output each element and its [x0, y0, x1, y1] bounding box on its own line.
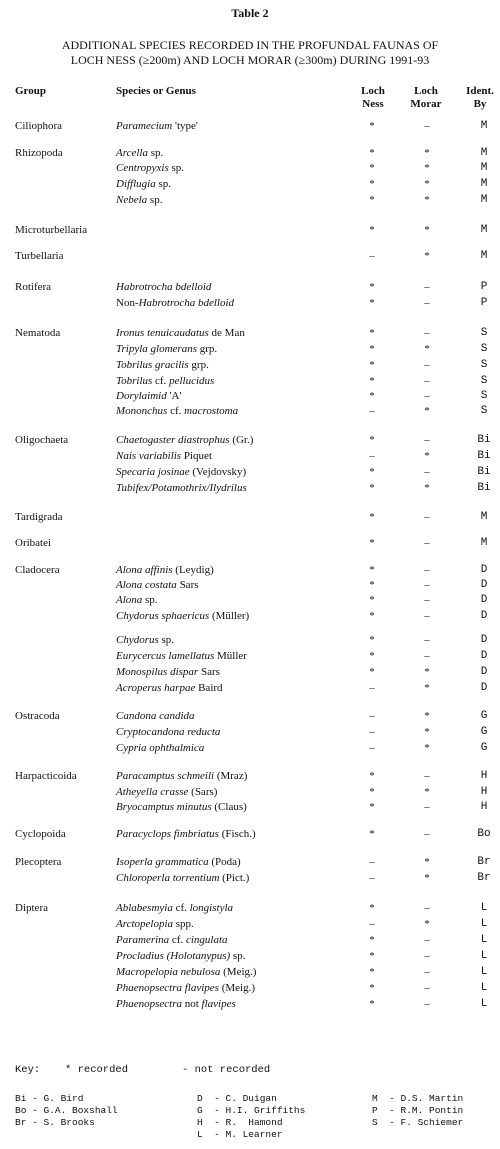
- loch-morar-mark: –: [424, 375, 430, 387]
- key-label: Key:: [15, 1064, 41, 1076]
- loch-morar-mark: *: [424, 710, 430, 722]
- ident-code: M: [480, 194, 488, 206]
- species-taxon: Habrotrocha bdelloid: [116, 281, 212, 293]
- loch-morar-mark: –: [424, 120, 430, 132]
- ident-code: L: [480, 950, 488, 962]
- loch-morar-mark: –: [424, 982, 430, 994]
- species-authority: sp.: [142, 594, 158, 606]
- table-title-line-1: ADDITIONAL SPECIES RECORDED IN THE PROFUNDAL FAUNAS OF: [61, 38, 439, 52]
- loch-ness-mark: *: [369, 511, 375, 523]
- loch-ness-mark: *: [369, 359, 375, 371]
- ident-code: L: [480, 966, 488, 978]
- loch-ness-mark: *: [369, 434, 375, 446]
- ident-code: M: [480, 147, 488, 159]
- species-name: [116, 405, 238, 417]
- ident-code: G: [480, 726, 488, 738]
- species-authority: grp.: [196, 343, 218, 355]
- species-name: [116, 770, 247, 782]
- key-recorded: * recorded: [65, 1064, 129, 1076]
- species-taxon: Isoperla grammatica: [116, 856, 209, 868]
- species-authority: cf.: [167, 405, 185, 417]
- key-not-recorded: - not recorded: [182, 1064, 271, 1076]
- species-authority: sp.: [230, 950, 246, 962]
- ident-code: P: [480, 297, 488, 309]
- species-taxon: Procladius (Holotanypus): [116, 950, 231, 962]
- loch-ness-mark: *: [369, 224, 375, 236]
- species-name: [116, 801, 247, 813]
- group-name: Tardigrada: [15, 511, 63, 523]
- header-loch-ness-2: Ness: [362, 98, 384, 110]
- ident-code: M: [480, 511, 488, 523]
- ident-code: D: [480, 666, 488, 678]
- species-name: [116, 297, 234, 309]
- species-name: [116, 726, 220, 738]
- species-authority: cf.: [152, 375, 170, 387]
- loch-ness-mark: –: [369, 856, 375, 868]
- species-name: [116, 634, 174, 646]
- species-taxon: Alona: [116, 594, 143, 606]
- species-taxon: Nebela: [116, 194, 148, 206]
- ident-code: Bi: [477, 466, 491, 478]
- loch-ness-mark: –: [369, 710, 375, 722]
- group-name: Turbellaria: [15, 250, 64, 262]
- loch-ness-mark: *: [369, 950, 375, 962]
- loch-morar-mark: *: [424, 147, 430, 159]
- loch-morar-mark: –: [424, 610, 430, 622]
- ident-code: Bi: [477, 482, 491, 494]
- species-name: [116, 918, 194, 930]
- loch-ness-mark: *: [369, 828, 375, 840]
- loch-ness-mark: *: [369, 390, 375, 402]
- species-taxon: Atheyella crasse: [116, 786, 189, 798]
- species-name: [116, 343, 217, 355]
- species-authority: sp.: [155, 178, 172, 190]
- ident-code: S: [480, 375, 488, 387]
- loch-morar-mark: *: [424, 405, 430, 417]
- loch-morar-mark: –: [424, 390, 430, 402]
- species-authority: Sars: [198, 666, 220, 678]
- species-taxon: pellucidus: [169, 375, 215, 387]
- ident-code: H: [480, 786, 488, 798]
- loch-ness-mark: *: [369, 650, 375, 662]
- loch-morar-mark: *: [424, 856, 430, 868]
- ident-code: M: [480, 224, 488, 236]
- ident-code: M: [480, 537, 488, 549]
- species-taxon: Chydorus: [116, 634, 159, 646]
- key-identifier-entry: M - D.S. Martin: [372, 1093, 464, 1104]
- ident-code: M: [480, 162, 488, 174]
- species-name: [116, 872, 249, 884]
- loch-morar-mark: –: [424, 950, 430, 962]
- species-taxon: Cryptocandona reducta: [116, 726, 221, 738]
- ident-code: D: [480, 564, 488, 576]
- species-taxon: Alona affinis: [116, 564, 173, 576]
- species-taxon: Chydorus sphaericus: [116, 610, 210, 622]
- species-name: [116, 666, 220, 678]
- loch-ness-mark: *: [369, 297, 375, 309]
- species-authority: Müller: [214, 650, 247, 662]
- species-name: [116, 998, 236, 1010]
- loch-ness-mark: *: [369, 998, 375, 1010]
- group-name: Cyclopoida: [15, 828, 66, 840]
- species-taxon: Paracamptus schmeili: [116, 770, 215, 782]
- species-taxon: flavipes: [201, 998, 236, 1010]
- ident-code: M: [480, 178, 488, 190]
- species-taxon: Bryocamptus minutus: [116, 801, 212, 813]
- ident-code: G: [480, 710, 488, 722]
- species-name: [116, 178, 171, 190]
- ident-code: H: [480, 770, 488, 782]
- key-identifier-entry: G - H.I. Griffiths: [197, 1105, 306, 1116]
- species-authority: Piquet: [181, 450, 212, 462]
- key-identifier-entry: L - M. Learner: [197, 1129, 283, 1140]
- species-taxon: Nais variabilis: [116, 450, 182, 462]
- group-name: Nematoda: [15, 327, 61, 339]
- ident-code: Bi: [477, 450, 491, 462]
- header-loch-morar-1: Loch: [414, 85, 438, 97]
- ident-code: M: [480, 250, 488, 262]
- species-name: [116, 375, 214, 387]
- species-name: [116, 594, 158, 606]
- group-name: Oligochaeta: [15, 434, 69, 446]
- species-name: [116, 564, 214, 576]
- species-taxon: Ablabesmyia: [116, 902, 173, 914]
- group-name: Ostracoda: [15, 710, 60, 722]
- loch-ness-mark: *: [369, 537, 375, 549]
- species-taxon: Centropyxis: [116, 162, 169, 174]
- loch-ness-mark: *: [369, 594, 375, 606]
- species-name: [116, 147, 163, 159]
- species-authority: (Fisch.): [218, 828, 256, 840]
- ident-code: D: [480, 610, 488, 622]
- loch-morar-mark: –: [424, 297, 430, 309]
- loch-ness-mark: *: [369, 482, 375, 494]
- species-taxon: longistyla: [189, 902, 234, 914]
- key-identifier-entry: Br - S. Brooks: [15, 1117, 95, 1128]
- species-name: [116, 710, 195, 722]
- species-authority: (Müller): [209, 610, 250, 622]
- loch-morar-mark: –: [424, 801, 430, 813]
- loch-morar-mark: –: [424, 511, 430, 523]
- table-label: Table 2: [231, 6, 269, 20]
- species-taxon: Paramecium: [116, 120, 173, 132]
- species-authority: (Meig.): [220, 966, 257, 978]
- loch-ness-mark: *: [369, 343, 375, 355]
- loch-ness-mark: *: [369, 178, 375, 190]
- species-name: [116, 934, 228, 946]
- ident-code: L: [480, 902, 488, 914]
- species-taxon: Acroperus harpae: [116, 682, 196, 694]
- loch-morar-mark: *: [424, 450, 430, 462]
- loch-morar-mark: –: [424, 594, 430, 606]
- loch-ness-mark: –: [369, 726, 375, 738]
- species-name: [116, 390, 181, 402]
- loch-ness-mark: *: [369, 194, 375, 206]
- species-authority: (Poda): [208, 856, 241, 868]
- species-authority: not: [181, 998, 202, 1010]
- header-loch-morar-2: Morar: [410, 98, 442, 110]
- loch-morar-mark: *: [424, 682, 430, 694]
- ident-code: S: [480, 359, 488, 371]
- loch-ness-mark: *: [369, 162, 375, 174]
- species-name: [116, 194, 162, 206]
- species-taxon: Dorylaimid: [116, 390, 167, 402]
- loch-ness-mark: *: [369, 770, 375, 782]
- species-authority: spp.: [173, 918, 194, 930]
- species-authority: grp.: [188, 359, 209, 371]
- loch-ness-mark: *: [369, 610, 375, 622]
- species-name: [116, 982, 255, 994]
- loch-ness-mark: *: [369, 966, 375, 978]
- species-authority: Sars: [176, 579, 199, 591]
- species-taxon: Specaria josinae: [116, 466, 190, 478]
- ident-code: D: [480, 682, 488, 694]
- species-taxon: Alona costata: [116, 579, 177, 591]
- header-species: Species or Genus: [116, 85, 196, 97]
- loch-morar-mark: –: [424, 466, 430, 478]
- group-name: Diptera: [15, 902, 48, 914]
- loch-morar-mark: *: [424, 482, 430, 494]
- species-authority: (Leydig): [172, 564, 214, 576]
- species-authority: (Pict.): [219, 872, 250, 884]
- species-taxon: Difflugia: [116, 178, 156, 190]
- species-authority: sp.: [147, 194, 163, 206]
- loch-ness-mark: *: [369, 634, 375, 646]
- species-taxon: Phaenopsectra flavipes: [116, 982, 219, 994]
- species-name: [116, 579, 199, 591]
- loch-ness-mark: *: [369, 786, 375, 798]
- group-name: Plecoptera: [15, 856, 62, 868]
- species-name: [116, 902, 233, 914]
- species-taxon: Tripyla glomerans: [116, 343, 197, 355]
- species-taxon: Macropelopia nebulosa: [116, 966, 221, 978]
- species-authority: Baird: [195, 682, 223, 694]
- species-authority: cf.: [172, 902, 190, 914]
- loch-morar-mark: –: [424, 634, 430, 646]
- species-taxon: Tobrilus gracilis: [116, 359, 189, 371]
- species-taxon: Eurycercus lamellatus: [116, 650, 215, 662]
- species-taxon: Habrotrocha bdelloid: [138, 297, 235, 309]
- species-taxon: Chaetogaster diastrophus: [116, 434, 230, 446]
- species-name: [116, 610, 249, 622]
- loch-ness-mark: *: [369, 375, 375, 387]
- ident-code: D: [480, 594, 488, 606]
- ident-code: L: [480, 982, 488, 994]
- species-name: [116, 162, 184, 174]
- loch-morar-mark: –: [424, 537, 430, 549]
- loch-ness-mark: –: [369, 682, 375, 694]
- species-name: [116, 742, 204, 754]
- ident-code: Br: [477, 856, 491, 868]
- key-identifier-entry: D - C. Duigan: [197, 1093, 277, 1104]
- loch-morar-mark: *: [424, 178, 430, 190]
- ident-code: L: [480, 998, 488, 1010]
- table-title-line-2: LOCH NESS (≥200m) AND LOCH MORAR (≥300m) DURING 1991-93: [70, 53, 430, 67]
- loch-ness-mark: *: [369, 982, 375, 994]
- loch-morar-mark: –: [424, 564, 430, 576]
- loch-morar-mark: *: [424, 343, 430, 355]
- species-authority: 'A': [166, 390, 182, 402]
- species-authority: cf.: [169, 934, 186, 946]
- ident-code: D: [480, 634, 488, 646]
- species-taxon: Tobrilus: [116, 375, 153, 387]
- species-authority: sp.: [168, 162, 185, 174]
- loch-ness-mark: *: [369, 120, 375, 132]
- loch-ness-mark: *: [369, 466, 375, 478]
- species-taxon: Ironus tenuicaudatus: [116, 327, 209, 339]
- group-name: Harpacticoida: [15, 770, 77, 782]
- key-identifier-entry: H - R. Hamond: [197, 1117, 283, 1128]
- loch-morar-mark: –: [424, 966, 430, 978]
- loch-morar-mark: *: [424, 250, 430, 262]
- ident-code: G: [480, 742, 488, 754]
- loch-morar-mark: –: [424, 327, 430, 339]
- header-loch-ness-1: Loch: [361, 85, 385, 97]
- key-identifier-entry: Bo - G.A. Boxshall: [15, 1105, 118, 1116]
- species-taxon: Arctopelopia: [116, 918, 174, 930]
- loch-ness-mark: –: [369, 405, 375, 417]
- loch-morar-mark: *: [424, 918, 430, 930]
- loch-morar-mark: –: [424, 770, 430, 782]
- species-name: [116, 434, 253, 446]
- loch-ness-mark: –: [369, 742, 375, 754]
- ident-code: S: [480, 390, 488, 402]
- loch-morar-mark: –: [424, 434, 430, 446]
- loch-ness-mark: *: [369, 564, 375, 576]
- species-name: [116, 650, 247, 662]
- key-identifier-entry: Bi - G. Bird: [15, 1093, 84, 1104]
- loch-morar-mark: –: [424, 934, 430, 946]
- species-name: [116, 327, 245, 339]
- loch-morar-mark: –: [424, 281, 430, 293]
- group-name: Rhizopoda: [15, 147, 63, 159]
- species-authority: 'type': [172, 120, 198, 132]
- ident-code: Bi: [477, 434, 491, 446]
- species-name: [116, 120, 198, 132]
- species-name: [116, 682, 223, 694]
- ident-code: Bo: [477, 828, 491, 840]
- loch-ness-mark: –: [369, 250, 375, 262]
- species-authority: (Claus): [211, 801, 247, 813]
- species-name: [116, 450, 212, 462]
- species-name: [116, 856, 241, 868]
- loch-morar-mark: –: [424, 359, 430, 371]
- species-name: [116, 281, 211, 293]
- header-ident-1: Ident.: [466, 85, 494, 97]
- species-name: [116, 466, 246, 478]
- loch-ness-mark: *: [369, 579, 375, 591]
- species-authority: sp.: [147, 147, 164, 159]
- ident-code: D: [480, 650, 488, 662]
- ident-code: S: [480, 405, 488, 417]
- species-name: [116, 966, 256, 978]
- species-taxon: Candona candida: [116, 710, 195, 722]
- loch-morar-mark: *: [424, 666, 430, 678]
- loch-ness-mark: *: [369, 327, 375, 339]
- loch-ness-mark: *: [369, 801, 375, 813]
- loch-ness-mark: *: [369, 147, 375, 159]
- species-name: [116, 828, 256, 840]
- ident-code: Br: [477, 872, 491, 884]
- species-name: [116, 359, 209, 371]
- header-group: Group: [15, 85, 46, 97]
- species-taxon: Paramerina: [116, 934, 170, 946]
- species-taxon: macrostoma: [184, 405, 239, 417]
- loch-morar-mark: –: [424, 828, 430, 840]
- species-authority: (Mraz): [214, 770, 248, 782]
- group-name: Ciliophora: [15, 120, 63, 132]
- species-taxon: cingulata: [185, 934, 228, 946]
- species-taxon: Arcella: [116, 147, 148, 159]
- loch-morar-mark: –: [424, 579, 430, 591]
- ident-code: M: [480, 120, 488, 132]
- species-authority: (Gr.): [229, 434, 254, 446]
- ident-code: L: [480, 934, 488, 946]
- group-name: Microturbellaria: [15, 224, 88, 236]
- loch-ness-mark: *: [369, 934, 375, 946]
- loch-ness-mark: –: [369, 872, 375, 884]
- species-name: [116, 786, 217, 798]
- species-name: [116, 950, 245, 962]
- ident-code: S: [480, 327, 488, 339]
- loch-ness-mark: *: [369, 902, 375, 914]
- species-taxon: Cypria ophthalmica: [116, 742, 205, 754]
- species-taxon: Mononchus: [116, 405, 168, 417]
- loch-ness-mark: –: [369, 450, 375, 462]
- species-name: [116, 482, 247, 494]
- loch-morar-mark: *: [424, 742, 430, 754]
- loch-morar-mark: *: [424, 162, 430, 174]
- ident-code: H: [480, 801, 488, 813]
- ident-code: P: [480, 281, 488, 293]
- header-ident-2: By: [473, 98, 487, 110]
- loch-morar-mark: *: [424, 224, 430, 236]
- species-authority: (Sars): [188, 786, 218, 798]
- species-authority: sp.: [158, 634, 175, 646]
- key-identifier-entry: P - R.M. Pontin: [372, 1105, 464, 1116]
- loch-morar-mark: –: [424, 998, 430, 1010]
- loch-morar-mark: *: [424, 872, 430, 884]
- species-taxon: Monospilus dispar: [116, 666, 199, 678]
- loch-morar-mark: *: [424, 726, 430, 738]
- species-authority: Non-: [116, 297, 139, 309]
- loch-morar-mark: *: [424, 194, 430, 206]
- loch-ness-mark: *: [369, 666, 375, 678]
- group-name: Rotifera: [15, 281, 52, 293]
- loch-morar-mark: –: [424, 902, 430, 914]
- loch-morar-mark: –: [424, 650, 430, 662]
- loch-ness-mark: –: [369, 918, 375, 930]
- key-identifier-entry: S - F. Schiemer: [372, 1117, 464, 1128]
- species-authority: (Meig.): [218, 982, 255, 994]
- species-taxon: Chloroperla torrentium: [116, 872, 220, 884]
- species-authority: de Man: [208, 327, 245, 339]
- group-name: Oribatei: [15, 537, 52, 549]
- species-authority: (Vejdovsky): [189, 466, 247, 478]
- loch-morar-mark: *: [424, 786, 430, 798]
- loch-ness-mark: *: [369, 281, 375, 293]
- group-name: Cladocera: [15, 564, 60, 576]
- species-taxon: Tubifex/Potamothrix/Ilydrilus: [116, 482, 247, 494]
- ident-code: S: [480, 343, 488, 355]
- species-taxon: Paracyclops fimbriatus: [116, 828, 219, 840]
- ident-code: L: [480, 918, 488, 930]
- species-taxon: Phaenopsectra: [116, 998, 182, 1010]
- ident-code: D: [480, 579, 488, 591]
